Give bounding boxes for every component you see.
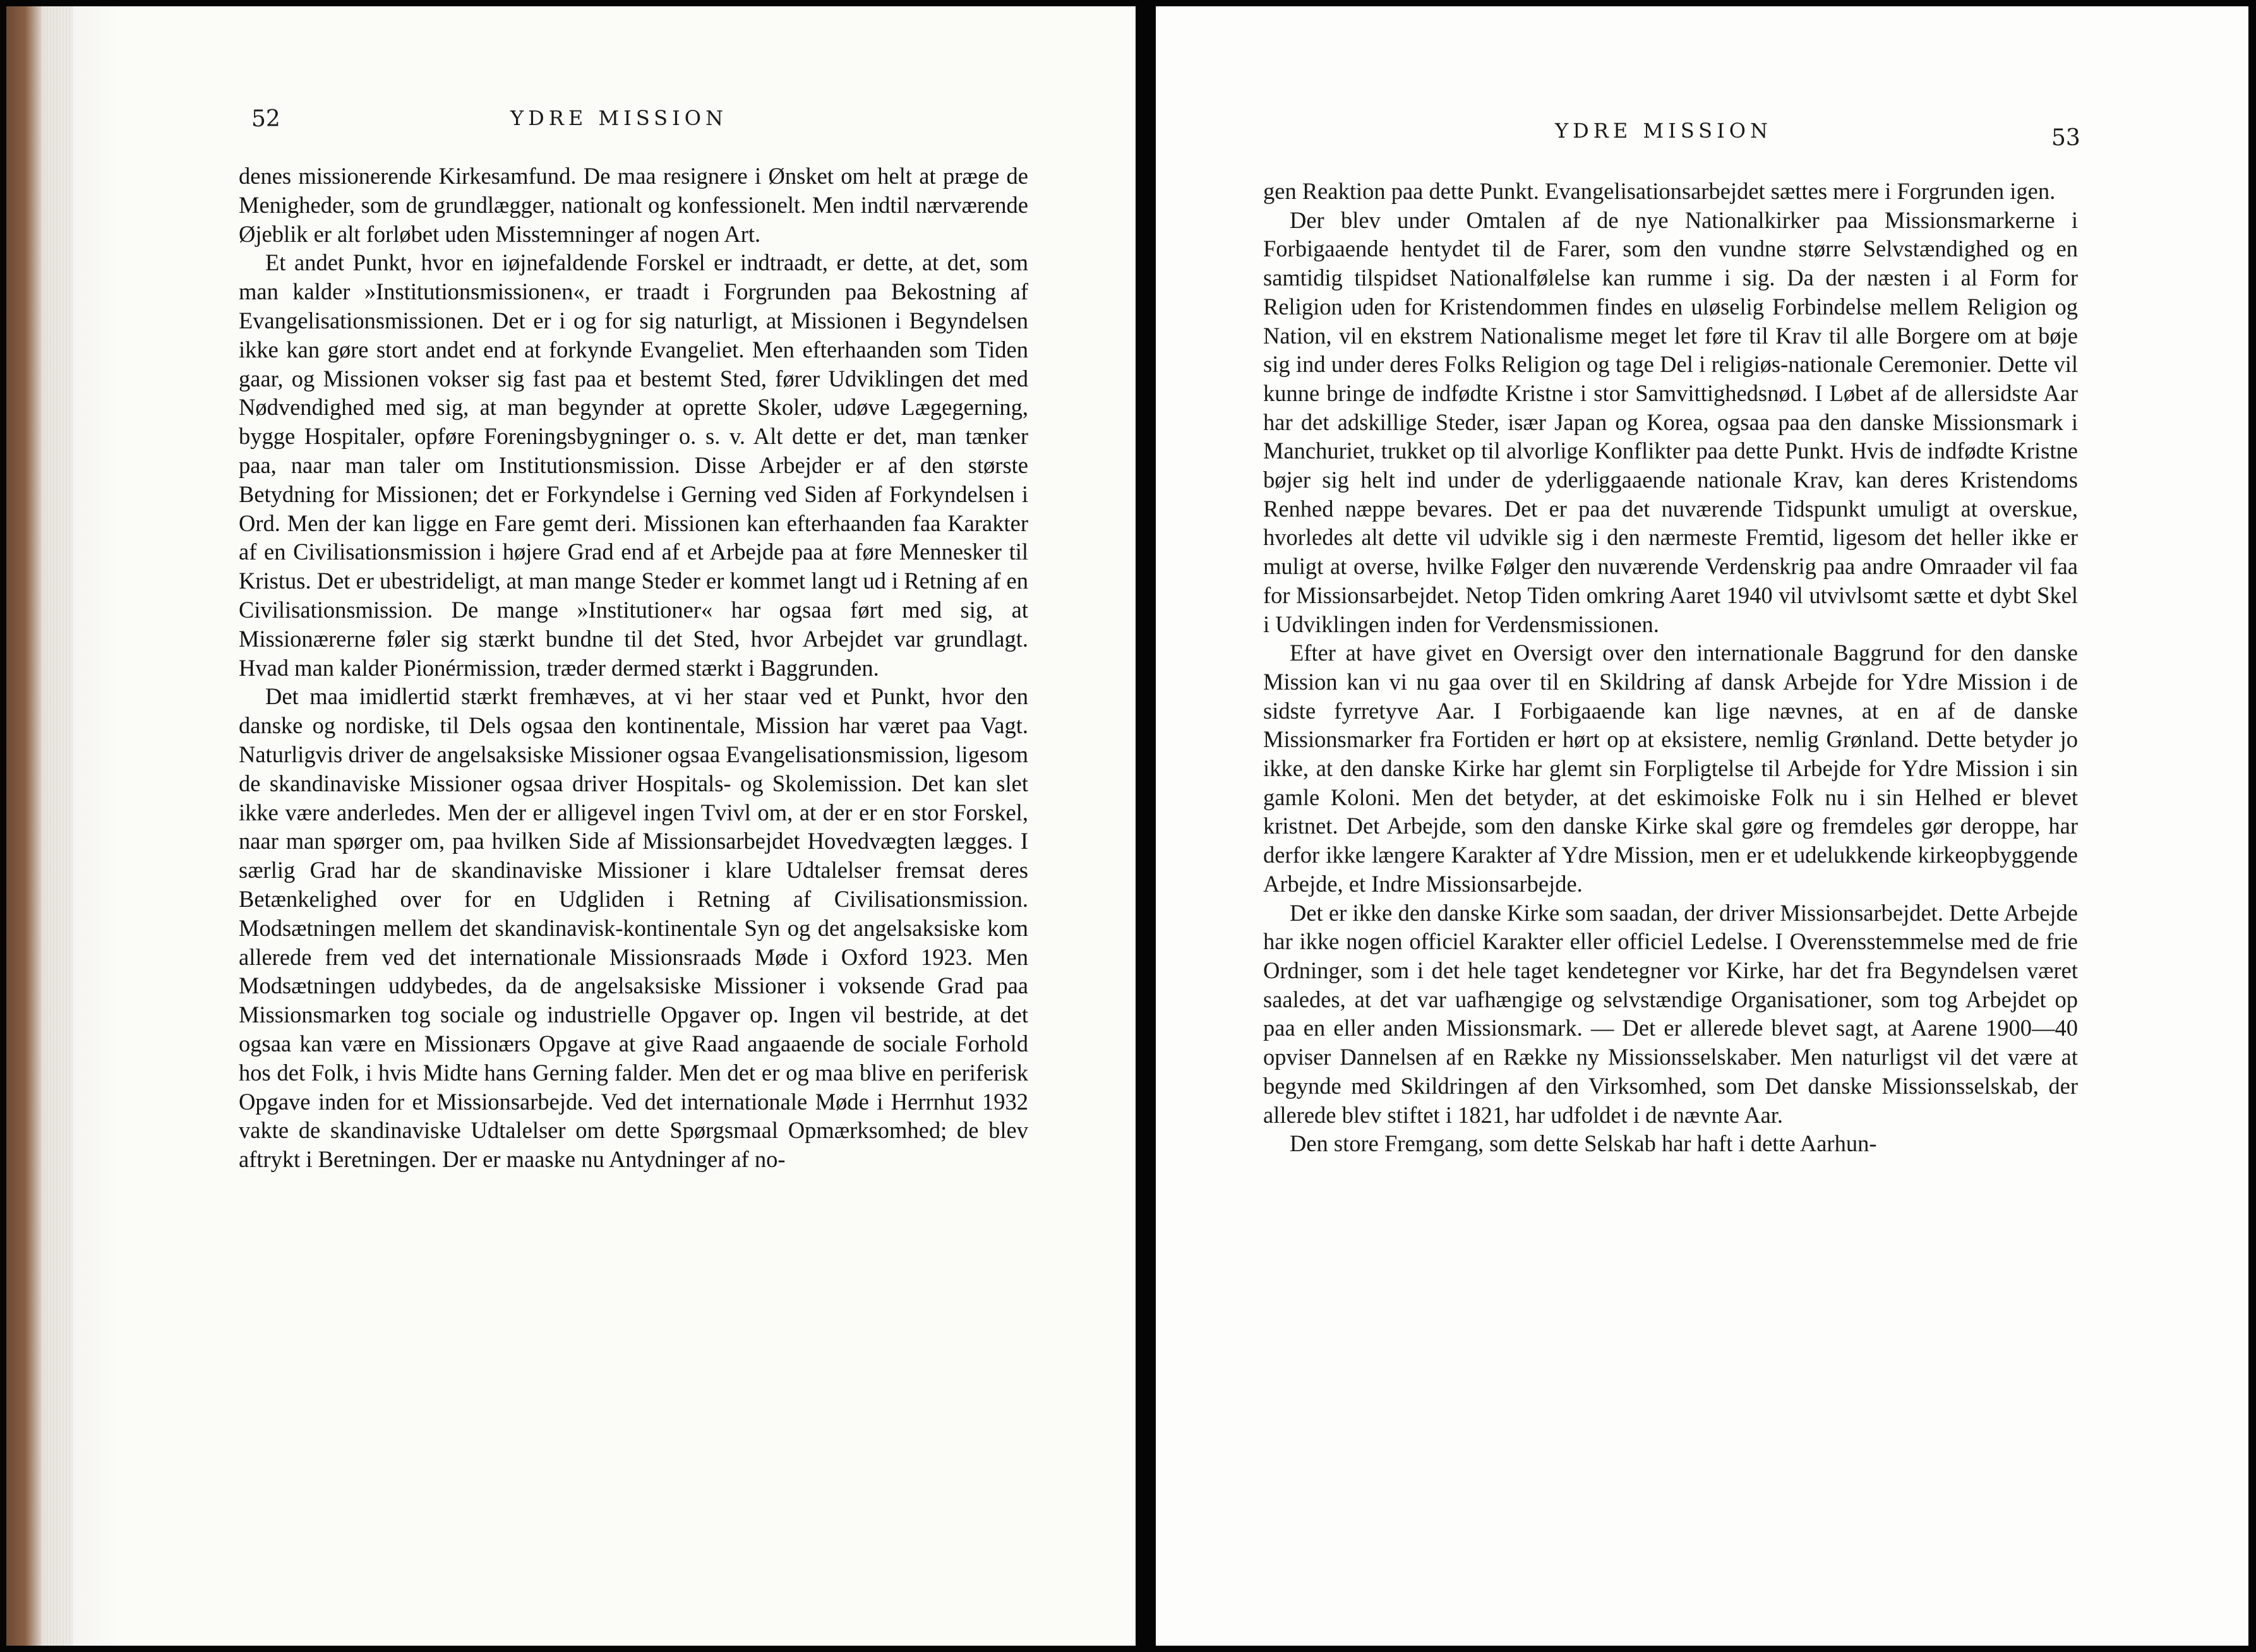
paragraph: Efter at have givet en Oversigt over den internationale Baggrund for den danske Mission kan vi nu gaa over til en Skildring af dansk Arbejde for Ydre Mission i de sidste fyrretyve Aar. I Forbigaaende kan lige nævnes, at en af de danske Missionsmarker fra Fortiden er hørt op at eksistere, nemlig Grønland. Dette betyder jo ikke, at den danske Kirke har glemt sin Forpligtelse til Arbejde for Ydre Mission i sin gamle Koloni. Men det betyder, at det eskimoiske Folk nu i sin Helhed er blevet kristnet. Det Arbejde, som den danske Kirke skal gøre og fremdeles gør deroppe, har derfor ikke længere Karakter af Ydre Mission, men er et udelukkende kirkeopbyggende Arbejde, et Indre Missionsarbejde. [1263, 640, 2078, 897]
running-head: YDRE MISSION [1555, 119, 1772, 143]
page-number: 52 [251, 106, 280, 132]
body-text [1263, 177, 2078, 1158]
left-page [6, 6, 1136, 1646]
page-edge-shadow [41, 6, 73, 1646]
right-page [1156, 6, 2248, 1646]
paragraph: Den store Fremgang, som dette Selskab har haft i dette Aarhun- [1290, 1130, 1877, 1157]
paragraph: Et andet Punkt, hvor en iøjnefaldende Forskel er indtraadt, er dette, at det, som man kalder »Institutionsmissionen«, er traadt i Forgrunden paa Bekostning af Evangelisationsmissionen. Det er i og for sig naturligt, at Missionen i Begyndelsen ikke kan gøre stort andet end at forkynde Evangeliet. Men efterhaanden som Tiden gaar, og Missionen vokser sig fast paa et bestemt Sted, fører Udviklingen det med Nødvendighed med sig, at man begynder at oprette Skoler, udøve Lægegerning, bygge Hospitaler, opføre Foreningsbygninger o. s. v. Alt dette er det, man tænker paa, naar man taler om Institutionsmission. Disse Arbejder er af den største Betydning for Missionen; det er Forkyndelse i Gerning ved Siden af Forkyndelsen i Ord. Men der kan ligge en Fare gemt deri. Missionen kan efterhaanden faa Karakter af en Civilisationsmission i højere Grad end af et Arbejde paa at føre Mennesker til Kristus. Det er ubestrideligt, at man mange Steder er kommet langt ud i Retning af en Civilisationsmission. De mange »Institutioner« har ogsaa ført med sig, at Missionærerne føler sig stærkt bundne til det Sted, hvor Arbejdet var grundlagt. Hvad man kalder Pionérmission, træder dermed stærkt i Baggrunden. [239, 249, 1028, 681]
page-number: 53 [2051, 125, 2080, 151]
paragraph: Det er ikke den danske Kirke som saadan, der driver Missionsarbejdet. Dette Arbejde har ikke nogen officiel Karakter eller officiel Ledelse. I Overensstemmelse med de frie Ordninger, som i det hele taget kendetegner vor Kirke, har det fra Begyndelsen været saaledes, at det var uafhængige og selvstændige Organisationer, som tog Arbejdet op paa en eller anden Missionsmark. — Det er allerede blevet sagt, at Aarene 1900—40 opviser Dannelsen af en Række ny Missionsselskaber. Men naturligst vil det være at begynde med Skildringen af den Virksomhed, som Det danske Missionsselskab, der allerede blev stiftet i 1821, har udfoldet i de nævnte Aar. [1263, 899, 2078, 1128]
paragraph: denes missionerende Kirkesamfund. De maa resignere i Ønsket om helt at præge de Menigheder, som de grundlægger, nationalt og konfessionelt. Men indtil nærværende Øjeblik er alt forløbet uden Misstemninger af nogen Art. [239, 163, 1028, 247]
paragraph: Det maa imidlertid stærkt fremhæves, at vi her staar ved et Punkt, hvor den danske og nordiske, til Dels ogsaa den kontinentale, Mission har været paa Vagt. Naturligvis driver de angelsaksiske Missioner ogsaa Evangelisationsmission, ligesom de skandinaviske Missioner ogsaa driver Hospitals- og Skolemission. Det kan slet ikke være anderledes. Men der er alligevel ingen Tvivl om, at der er en stor Forskel, naar man spørger om, paa hvilken Side af Missionsarbejdet Hovedvægten lægges. I særlig Grad har de skandinaviske Missioner i klare Udtalelser fremsat deres Betænkelighed over for en Udgliden i Retning af Civilisationsmission. Modsætningen mellem det skandinavisk-kontinentale Syn og det angelsaksiske kom allerede frem ved det internationale Missionsraads Møde i Oxford 1923. Men Modsætningen uddybedes, da de angelsaksiske Missioner i voksende Grad paa Missionsmarken tog sociale og industrielle Opgaver op. Ingen vil bestride, at det ogsaa kan være en Missionærs Opgave at give Raad angaaende de sociale Forhold hos det Folk, i hvis Midte hans Gerning falder. Men det er og maa blive en periferisk Opgave inden for et Missionsarbejde. Ved det internationale Møde i Herrnhut 1932 vakte de skandinaviske Udtalelser om dette Spørgsmaal Opmærksomhed; de blev aftrykt i Beretningen. Der er maaske nu Antydninger af no- [239, 683, 1028, 1173]
body-text [239, 162, 1028, 1174]
paragraph: gen Reaktion paa dette Punkt. Evangelisationsarbejdet sættes mere i Forgrunden igen. [1263, 178, 2056, 204]
paragraph: Der blev under Omtalen af de nye Nationalkirker paa Missionsmarkerne i Forbigaaende hentydet til de Farer, som den vundne større Selvstændighed og en samtidig tilspidset Nationalfølelse kan rumme i sig. Da der næsten i al Form for Religion uden for Kristendommen findes en uløselig Forbindelse mellem Religion og Nation, vil en ekstrem Nationalisme meget let føre til Krav til alle Borgere om at bøje sig ind under deres Folks Religion og tage Del i religiøs-nationale Ceremonier. Dette vil kunne bringe de indfødte Kristne i stor Samvittighedsnød. I Løbet af de allersidste Aar har det adskillige Steder, især Japan og Korea, ogsaa paa den danske Missionsmark i Manchuriet, trukket op til alvorlige Konflikter paa dette Punkt. Hvis de indfødte Kristne bøjer sig helt ind under de yderliggaaende nationale Krav, kan deres Kristendoms Renhed næppe bevares. Det er paa det nuværende Tidspunkt umuligt at overskue, hvorledes alt dette vil udvikle sig i den nærmeste Fremtid, ligesom det heller ikke er muligt at overse, hvilke Følger den nuværende Verdenskrig paa andre Omraader vil faa for Missionsarbejdet. Netop Tiden omkring Aaret 1940 vil utvivlsomt sætte et dybt Skel i Udviklingen inden for Verdensmissionen. [1263, 206, 2078, 637]
running-head: YDRE MISSION [510, 106, 728, 130]
